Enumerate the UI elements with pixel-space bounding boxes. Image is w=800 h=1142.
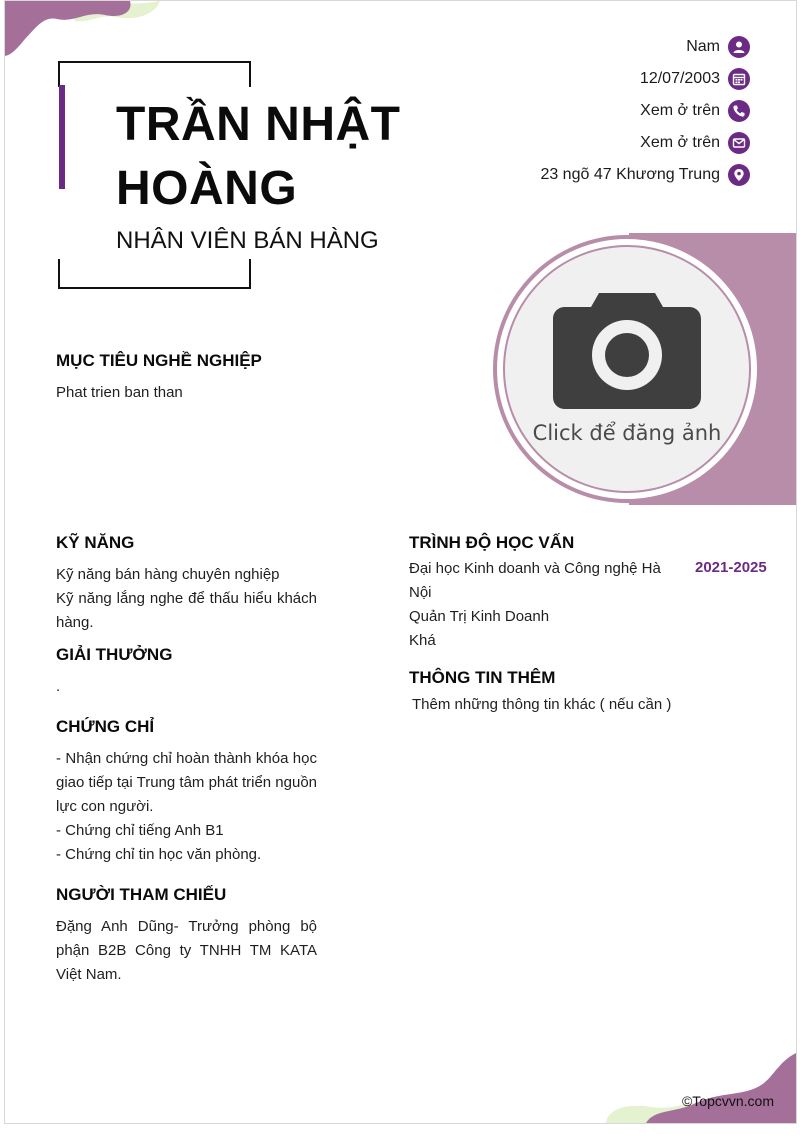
certificates-text — [56, 747, 317, 867]
contact-gender — [540, 31, 750, 63]
extra-info-title: THÔNG TIN THÊM — [409, 668, 556, 687]
mail-icon — [728, 132, 750, 154]
objective-text: Phat trien ban than — [56, 384, 183, 401]
skills-line-1: Kỹ năng bán hàng chuyên nghiệp — [56, 566, 280, 583]
references-text: Đặng Anh Dũng- Trưởng phòng bộ phận B2B Công ty TNHH TM KATA Việt Nam. — [56, 918, 317, 983]
location-icon — [728, 164, 750, 186]
extra-info-text: Thêm những thông tin khác ( nếu cần ) — [412, 696, 672, 713]
education-title: TRÌNH ĐỘ HỌC VẤN — [409, 533, 575, 552]
name-line-2: HOÀNG — [116, 162, 298, 215]
certificates-line-2: - Chứng chỉ tiếng Anh B1 — [56, 822, 224, 839]
certificates-title: CHỨNG CHỈ — [56, 717, 155, 736]
skills-text — [56, 563, 317, 635]
contact-address — [540, 159, 750, 191]
decor-blob-bottom-right — [596, 1053, 796, 1123]
skills-title: KỸ NĂNG — [56, 533, 135, 552]
education-school: Đại học Kinh doanh và Công nghệ Hà Nội — [409, 560, 661, 601]
contact-address-value: 23 ngõ 47 Khương Trung — [540, 166, 720, 183]
certificates-line-1: - Nhận chứng chỉ hoàn thành khóa học giao tiếp tại Trung tâm phát triển nguồn lực con người. — [56, 750, 318, 815]
references-title: NGƯỜI THAM CHIẾU — [56, 885, 227, 904]
certificates-line-3: - Chứng chỉ tin học văn phòng. — [56, 846, 262, 863]
skills-line-2: Kỹ năng lắng nghe để thấu hiểu khách hàng. — [56, 590, 317, 631]
name-block — [116, 93, 406, 255]
awards-text: . — [56, 678, 61, 695]
objective-title: MỤC TIÊU NGHỀ NGHIỆP — [56, 351, 262, 370]
calendar-icon — [728, 68, 750, 90]
awards-title: GIẢI THƯỞNG — [56, 645, 173, 664]
candidate-name — [116, 93, 400, 221]
name-accent-bar — [59, 85, 65, 189]
contact-list — [540, 31, 750, 191]
footer-copyright: ©Topcvvn.com — [681, 1093, 774, 1109]
contact-phone-value: Xem ở trên — [640, 102, 720, 119]
contact-birthdate-value: 12/07/2003 — [639, 70, 720, 87]
contact-phone — [540, 95, 750, 127]
education-major: Quản Trị Kinh Doanh — [409, 608, 550, 625]
camera-icon — [553, 293, 701, 409]
contact-email — [540, 127, 750, 159]
name-line-1: TRẦN NHẬT — [116, 98, 401, 151]
phone-icon — [728, 100, 750, 122]
decor-blob-top-left — [5, 1, 165, 61]
photo-upload[interactable] — [491, 233, 763, 505]
job-title: NHÂN VIÊN BÁN HÀNG — [116, 227, 379, 254]
education-years: 2021-2025 — [695, 559, 767, 576]
education-text — [409, 557, 679, 653]
contact-birthdate — [540, 63, 750, 95]
contact-gender-value: Nam — [686, 38, 720, 55]
cv-page — [4, 0, 797, 1124]
contact-email-value: Xem ở trên — [640, 134, 720, 151]
person-icon — [728, 36, 750, 58]
education-grade: Khá — [409, 632, 436, 649]
photo-upload-label: Click để đăng ảnh — [532, 421, 722, 445]
